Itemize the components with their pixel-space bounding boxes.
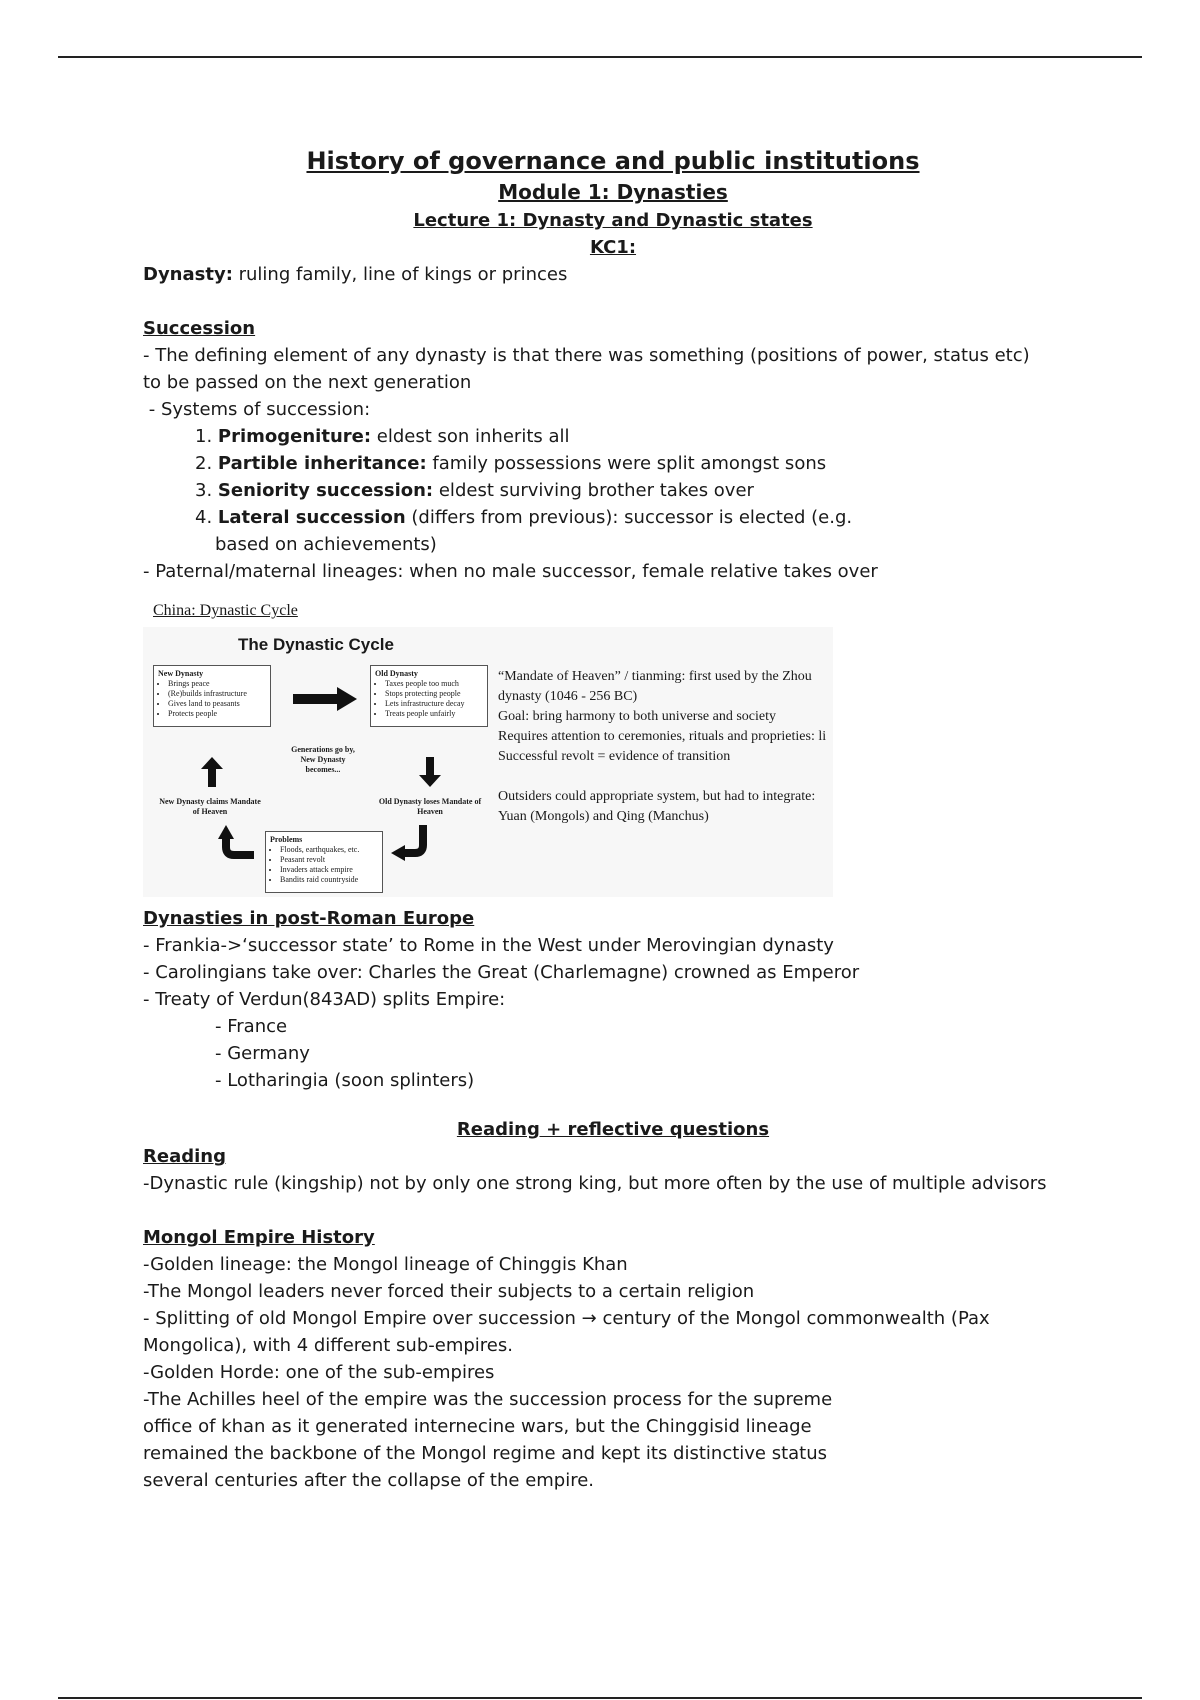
module-title: Module 1: Dynasties [498,180,728,204]
list-term: Seniority succession: [217,480,434,501]
note-line: Outsiders could appropriate system, but had to integrate: Yuan (Mongols) and Qing (Manchus) [498,789,816,824]
europe-line: - Frankia->‘successor state’ to Rome in the West under Merovingian dynasty [143,935,834,956]
dynasty-text: ruling family, line of kings or princes [232,264,568,285]
mongol-line: -The Mongol leaders never forced their subjects to a certain religion [143,1281,755,1302]
mongol-heading: Mongol Empire History [143,1227,375,1248]
old-dynasty-box [370,665,488,727]
list-term: Primogeniture: [217,426,372,447]
reading-heading: Reading [143,1146,226,1167]
note-line: Successful revolt = evidence of transition [498,749,731,764]
list-number: 1. [195,426,218,447]
box-item: • Stops protecting people [385,689,483,699]
box-item: • Lets infrastructure decay [385,699,483,709]
box-item: • Bandits raid countryside [280,875,378,885]
box-item: • Taxes people too much [385,679,483,689]
achilles-line: remained the backbone of the Mongol regime and kept its distinctive status [143,1443,828,1464]
succession-heading: Succession [143,318,256,339]
box-title: New Dynasty [158,669,204,678]
note-line: “Mandate of Heaven” / tianming: first used by the Zhou dynasty (1046 - 256 BC) [498,669,812,704]
figure-notes [498,667,828,827]
box-title: Problems [270,835,303,844]
achilles-line: several centuries after the collapse of the empire. [143,1470,595,1491]
lecture-title: Lecture 1: Dynasty and Dynastic states [413,210,813,231]
list-item [143,423,1083,450]
list-term: Lateral succession [217,507,406,528]
box-item: • Peasant revolt [280,855,378,865]
succession-line-2: to be passed on the next generation [143,372,472,393]
box-item: • Gives land to peasants [168,699,266,709]
list-number: 4. [195,507,218,528]
box-item: • Brings peace [168,679,266,689]
europe-line: - Carolingians take over: Charles the Great (Charlemagne) crowned as Emperor [143,962,860,983]
box-item: • Treats people unfairly [385,709,483,719]
reading-text: -Dynastic rule (kingship) not by only one strong king, but more often by the use of multiple advisors [143,1173,1047,1194]
list-item [143,504,875,558]
page-title: History of governance and public institutions [306,147,920,175]
new-claims-caption: New Dynasty claims Mandate of Heaven [159,797,261,816]
up-arrow-icon [201,757,223,787]
document-page [143,145,1083,1494]
succession-line-1: - The defining element of any dynasty is that there was something (positions of power, status etc) [143,345,1030,366]
list-text: (differs from previous): successor is elected (e.g. based on achievements) [215,507,853,555]
box-item: • (Re)builds infrastructure [168,689,266,699]
mongol-line: -Golden Horde: one of the sub-empires [143,1362,495,1383]
old-loses-caption: Old Dynasty loses Mandate of Heaven [378,797,482,816]
note-spacer [498,767,828,787]
list-number: 3. [195,480,218,501]
top-rule [58,56,1142,58]
problems-box [265,831,383,893]
box-title: Old Dynasty [375,669,418,678]
figure-caption: China: Dynastic Cycle [153,602,298,619]
generations-caption: Generations go by, New Dynasty becomes... [291,745,355,774]
lineages-line: - Paternal/maternal lineages: when no male successor, female relative takes over [143,561,878,582]
box-item: • Invaders attack empire [280,865,378,875]
dynasty-definition [143,261,1083,288]
list-term: Partible inheritance: [217,453,427,474]
box-item: • Floods, earthquakes, etc. [280,845,378,855]
note-line: Requires attention to ceremonies, rituals and proprieties: li [498,729,827,744]
list-text: family possessions were split amongst sons [426,453,827,474]
right-arrow-icon [293,687,357,711]
cycle-title: The Dynastic Cycle [238,635,394,654]
down-arrow-icon [419,757,441,787]
bottom-rule [58,1697,1142,1699]
kc-label: KC1: [589,237,637,258]
dynasty-term: Dynasty: [143,264,233,285]
figure-image [143,627,833,897]
curved-arrow-left-icon [391,825,431,861]
achilles-line: -The Achilles heel of the empire was the succession process for the supreme [143,1389,833,1410]
note-line: Goal: bring harmony to both universe and society [498,709,776,724]
mongol-line: - Splitting of old Mongol Empire over succession → century of the Mongol commonwealth (Pax Mongolica), with 4 different sub-empires. [143,1308,990,1356]
dynastic-cycle-figure [143,597,843,897]
europe-line: - Treaty of Verdun(843AD) splits Empire: [143,989,506,1010]
list-text: eldest son inherits all [371,426,570,447]
list-item [143,477,1083,504]
new-dynasty-box [153,665,271,727]
split-item: - Lotharingia (soon splinters) [215,1070,475,1091]
list-item [143,450,1083,477]
curved-arrow-up-icon [218,825,258,861]
list-text: eldest surviving brother takes over [433,480,754,501]
mongol-line: -Golden lineage: the Mongol lineage of Chinggis Khan [143,1254,628,1275]
split-item: - France [215,1016,288,1037]
split-item: - Germany [215,1043,310,1064]
succession-systems: - Systems of succession: [143,399,371,420]
list-number: 2. [195,453,218,474]
succession-list [143,423,1083,558]
box-item: • Protects people [168,709,266,719]
reading-section-title: Reading + reflective questions [456,1119,770,1140]
achilles-line: office of khan as it generated internecine wars, but the Chinggisid lineage [143,1416,812,1437]
europe-heading: Dynasties in post-Roman Europe [143,908,475,929]
